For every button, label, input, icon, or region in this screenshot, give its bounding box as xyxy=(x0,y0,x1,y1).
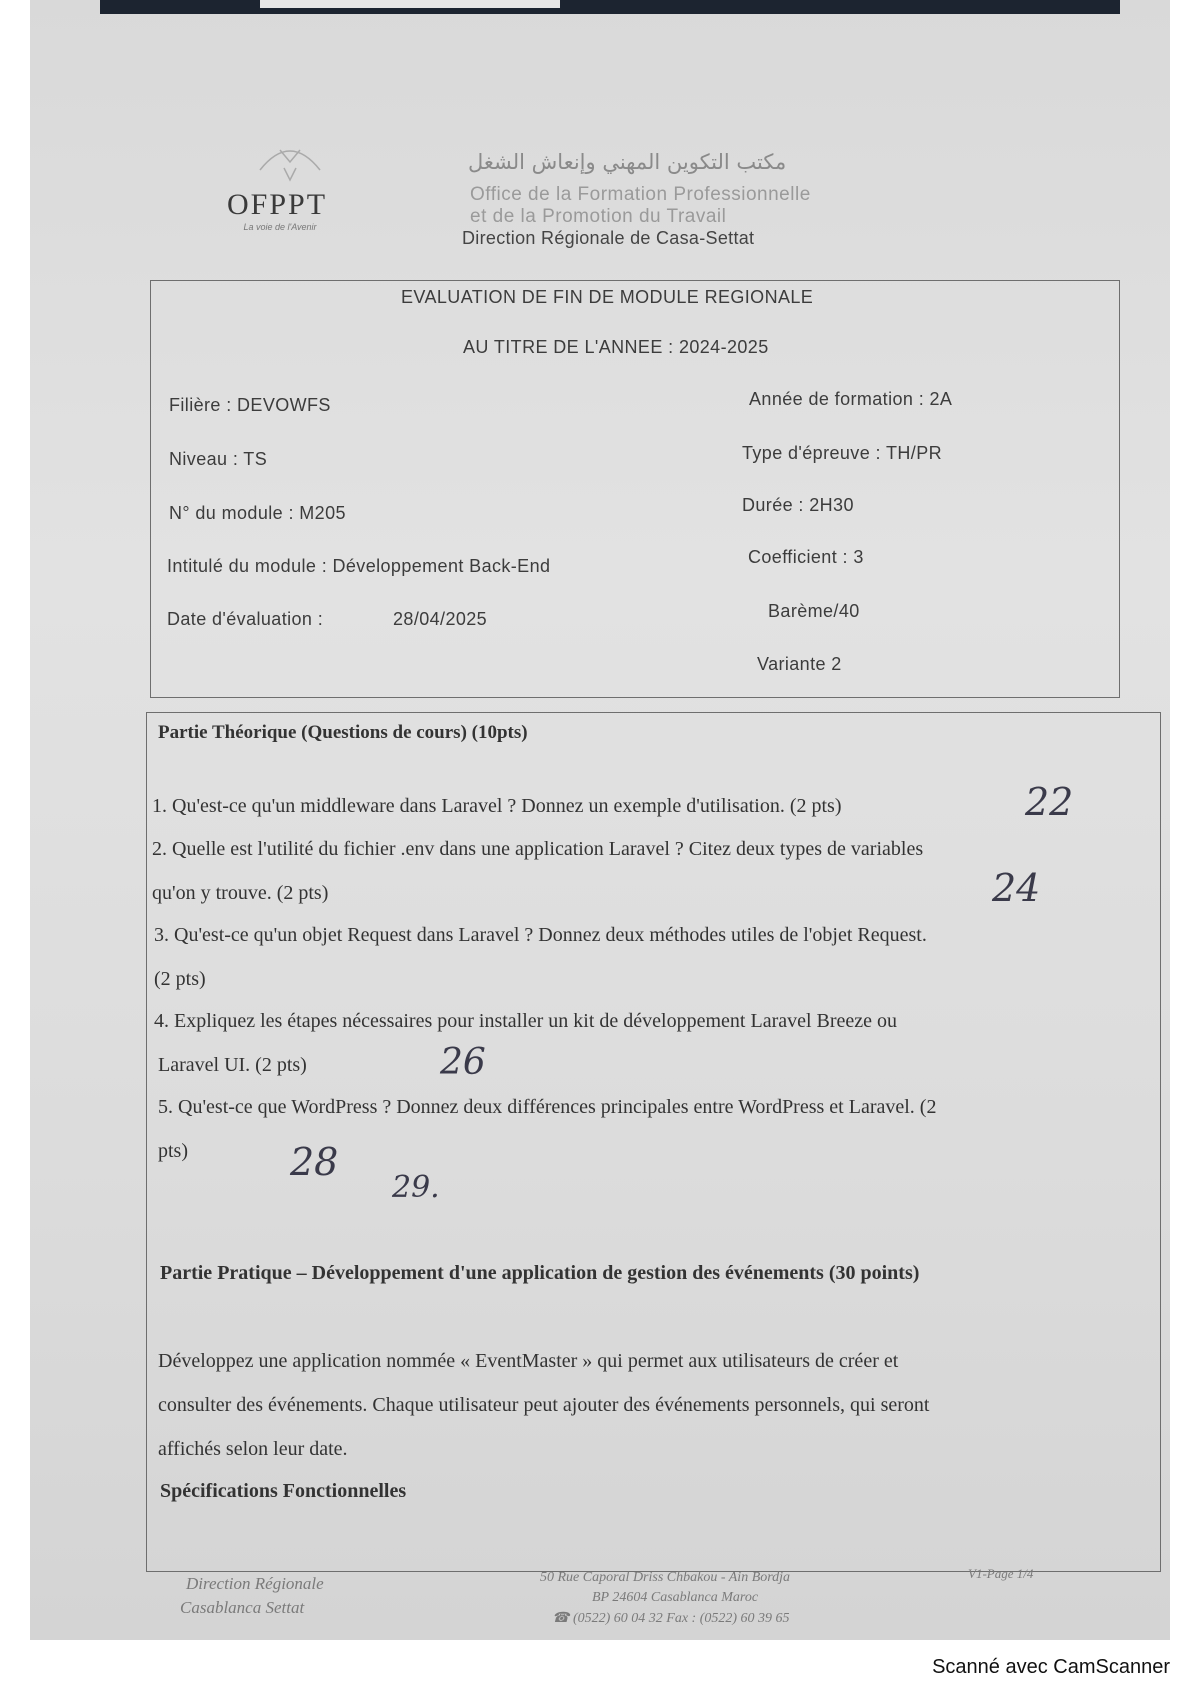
theory-line-6: 4. Expliquez les étapes nécessaires pour installer un kit de développement Laravel Breeze ou xyxy=(154,1010,898,1032)
footer-address-3: ☎ (0522) 60 04 32 Fax : (0522) 60 39 65 xyxy=(552,1611,790,1626)
header-direction: Direction Régionale de Casa-Settat xyxy=(462,228,755,248)
handwritten-note-5: 29. xyxy=(392,1170,440,1205)
date-value: 28/04/2025 xyxy=(393,609,488,629)
header-arabic: مكتب التكوين المهني وإنعاش الشغل xyxy=(468,150,787,174)
scanner-watermark: Scanné avec CamScanner xyxy=(932,1656,1170,1678)
footer-left-2: Casablanca Settat xyxy=(180,1598,305,1617)
handwritten-note-1: 22 xyxy=(1025,780,1074,824)
practice-line-2: consulter des événements. Chaque utilisateur peut ajouter des événements personnels, qui seront xyxy=(158,1394,930,1416)
spec-title: Spécifications Fonctionnelles xyxy=(160,1480,407,1502)
practice-line-3: affichés selon leur date. xyxy=(158,1438,348,1460)
exam-title: EVALUATION DE FIN DE MODULE REGIONALE xyxy=(401,287,814,307)
handwritten-note-3: 26 xyxy=(440,1042,486,1083)
theory-line-4: 3. Qu'est-ce qu'un objet Request dans Laravel ? Donnez deux méthodes utiles de l'objet Request. xyxy=(154,924,927,946)
module-number: N° du module : M205 xyxy=(169,503,346,523)
handwritten-note-2: 24 xyxy=(992,866,1041,910)
filiere: Filière : DEVOWFS xyxy=(169,395,331,415)
ofppt-logo: OFPPT xyxy=(226,188,328,221)
coefficient: Coefficient : 3 xyxy=(748,547,864,567)
exam-year: AU TITRE DE L'ANNEE : 2024-2025 xyxy=(463,337,769,357)
theory-line-2: 2. Quelle est l'utilité du fichier .env dans une application Laravel ? Citez deux types de variables xyxy=(152,838,924,860)
footer-address-1: 50 Rue Caporal Driss Chbakou - Ain Bordja xyxy=(540,1570,791,1585)
theory-line-9: pts) xyxy=(158,1140,188,1162)
niveau: Niveau : TS xyxy=(169,449,268,469)
date-label: Date d'évaluation : xyxy=(167,609,324,629)
footer-address-2: BP 24604 Casablanca Maroc xyxy=(592,1590,759,1605)
theory-line-5: (2 pts) xyxy=(154,968,206,990)
theory-line-3: qu'on y trouve. (2 pts) xyxy=(152,882,329,904)
type-epreuve: Type d'épreuve : TH/PR xyxy=(742,443,942,463)
office-line-1: Office de la Formation Professionnelle xyxy=(470,184,811,205)
variante: Variante 2 xyxy=(757,654,842,674)
module-title: Intitulé du module : Développement Back-End xyxy=(167,556,551,576)
footer-left-1: Direction Régionale xyxy=(186,1574,324,1593)
handwritten-note-4: 28 xyxy=(290,1140,339,1184)
top-edge-band xyxy=(100,0,1120,14)
bareme: Barème/40 xyxy=(768,601,860,621)
theory-line-1: 1. Qu'est-ce qu'un middleware dans Laravel ? Donnez un exemple d'utilisation. (2 pts) xyxy=(152,795,842,817)
practice-line-1: Développez une application nommée « EventMaster » qui permet aux utilisateurs de créer et xyxy=(158,1350,899,1372)
exam-info-box xyxy=(150,280,1120,698)
logo-tagline: La voie de l'Avenir xyxy=(243,222,317,232)
header-office xyxy=(470,184,811,228)
duree: Durée : 2H30 xyxy=(742,495,854,515)
office-line-2: et de la Promotion du Travail xyxy=(470,206,727,227)
theory-line-7: Laravel UI. (2 pts) xyxy=(158,1054,307,1076)
annee-formation: Année de formation : 2A xyxy=(749,389,953,409)
ofppt-logo-emblem-icon xyxy=(250,140,330,184)
practice-title: Partie Pratique – Développement d'une application de gestion des événements (30 points) xyxy=(160,1262,920,1284)
theory-line-8: 5. Qu'est-ce que WordPress ? Donnez deux différences principales entre WordPress et Laravel. (2 xyxy=(158,1096,937,1118)
footer-page: V1-Page 1/4 xyxy=(968,1566,1034,1581)
theory-title: Partie Théorique (Questions de cours) (10pts) xyxy=(158,722,528,743)
